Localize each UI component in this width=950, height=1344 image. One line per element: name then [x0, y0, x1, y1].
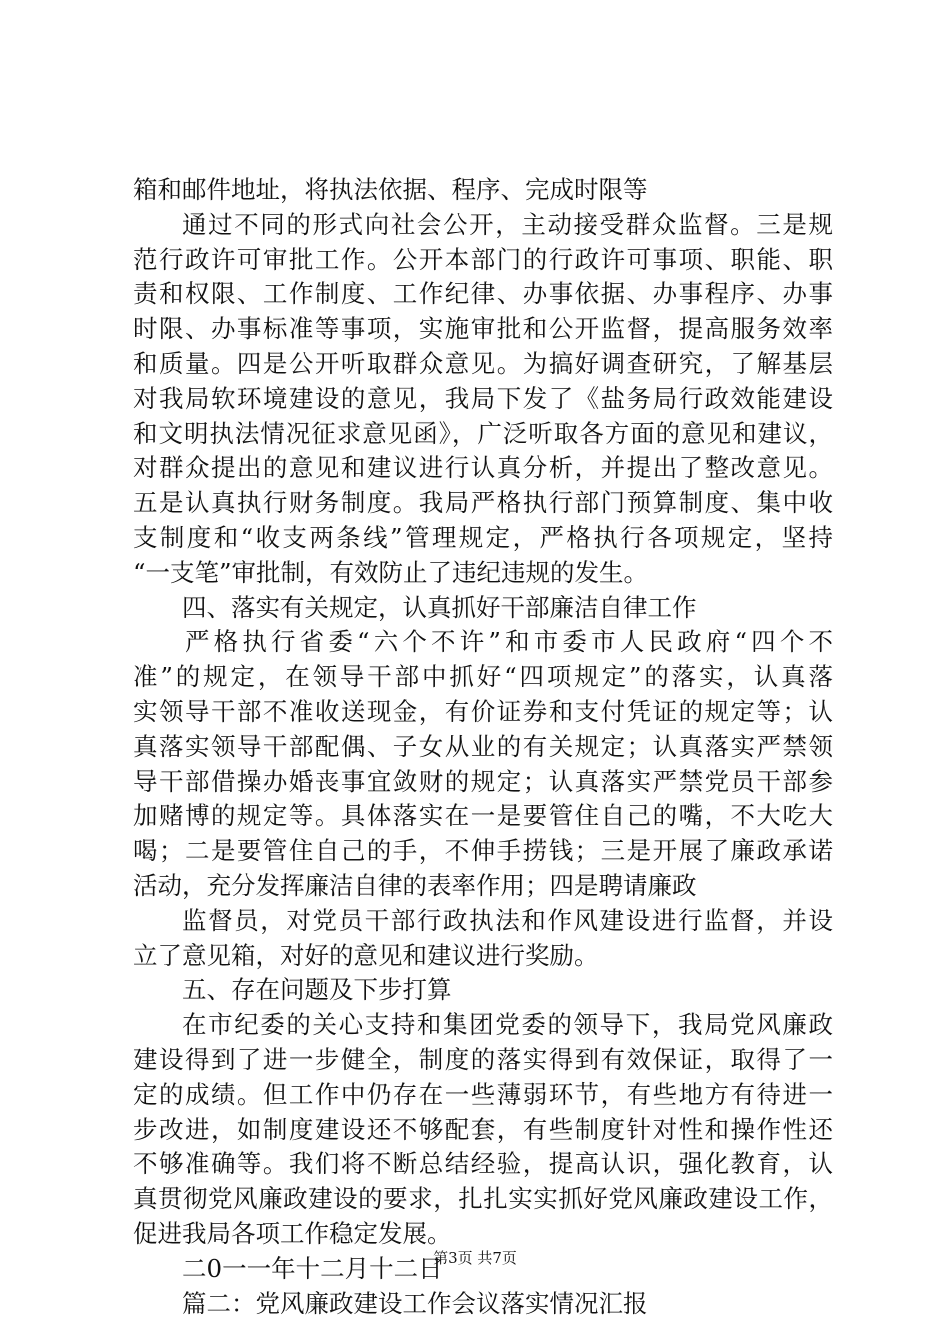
- text-line: 和文明执法情况征求意见函》，广泛听取各方面的意见和建议，: [133, 418, 833, 448]
- text-line: 五是认真执行财务制度。我局严格执行部门预算制度、集中收: [133, 488, 833, 518]
- body-text: [133, 173, 833, 1321]
- section-heading: 四、落实有关规定，认真抓好干部廉洁自律工作: [182, 592, 697, 622]
- text-line: 喝；二是要管住自己的手，不伸手捞钱；三是开展了廉政承诺: [133, 836, 833, 866]
- text-line: 通过不同的形式向社会公开，主动接受群众监督。三是规: [182, 209, 833, 239]
- text-line: 严格执行省委“六个不许”和市委市人民政府“四个不: [185, 627, 833, 657]
- text-line: 准”的规定，在领导干部中抓好“四项规定”的落实，认真落: [133, 662, 833, 692]
- text-line: 定的成绩。但工作中仍存在一些薄弱环节，有些地方有待进一: [133, 1079, 833, 1109]
- text-line: 监督员，对党员干部行政执法和作风建设进行监督，并设: [182, 905, 833, 935]
- text-line: 建设得到了进一步健全，制度的落实得到有效保证，取得了一: [133, 1044, 833, 1074]
- text-line: 立了意见箱，对好的意见和建议进行奖励。: [133, 940, 599, 970]
- text-line: 责和权限、工作制度、工作纪律、办事依据、办事程序、办事: [133, 279, 833, 309]
- text-line: 时限、办事标准等事项，实施审批和公开监督，提高服务效率: [133, 314, 833, 344]
- text-line: 促进我局各项工作稳定发展。: [133, 1218, 452, 1248]
- text-line: 范行政许可审批工作。公开本部门的行政许可事项、职能、职: [133, 244, 833, 274]
- text-line: 对我局软环境建设的意见，我局下发了《盐务局行政效能建设: [133, 383, 833, 413]
- text-line: 导干部借操办婚丧事宜敛财的规定；认真落实严禁党员干部参: [133, 766, 833, 796]
- page-number: 第3页 共7页: [433, 1249, 517, 1267]
- text-line: 步改进，如制度建设还不够配套，有些制度针对性和操作性还: [133, 1114, 833, 1144]
- text-line: 箱和邮件地址，将执法依据、程序、完成时限等: [133, 175, 648, 204]
- section-heading: 五、存在问题及下步打算: [182, 975, 452, 1005]
- next-article-title: 篇二：党风廉政建设工作会议落实情况汇报: [182, 1288, 648, 1318]
- text-line: 真贯彻党风廉政建设的要求，扎扎实实抓好党风廉政建设工作，: [133, 1184, 833, 1214]
- text-line: 实领导干部不准收送现金，有价证券和支付凭证的规定等；认: [133, 696, 833, 726]
- text-line: 不够准确等。我们将不断总结经验，提高认识，强化教育，认: [133, 1149, 833, 1179]
- text-line: 在市纪委的关心支持和集团党委的领导下，我局党风廉政: [182, 1010, 833, 1040]
- date-line: 二0一一年十二月十二日: [182, 1253, 443, 1283]
- text-line: 对群众提出的意见和建议进行认真分析，并提出了整改意见。: [133, 453, 833, 483]
- text-line: 支制度和“收支两条线”管理规定，严格执行各项规定，坚持: [133, 522, 833, 552]
- text-line: 活动，充分发挥廉洁自律的表率作用；四是聘请廉政: [133, 870, 697, 900]
- text-line: “一支笔”审批制，有效防止了违纪违规的发生。: [133, 557, 649, 587]
- text-line: 真落实领导干部配偶、子女从业的有关规定；认真落实严禁领: [133, 731, 833, 761]
- text-line: 和质量。四是公开听取群众意见。为搞好调查研究，了解基层: [133, 348, 833, 378]
- text-line: 加赌博的规定等。具体落实在一是要管住自己的嘴，不大吃大: [133, 801, 833, 831]
